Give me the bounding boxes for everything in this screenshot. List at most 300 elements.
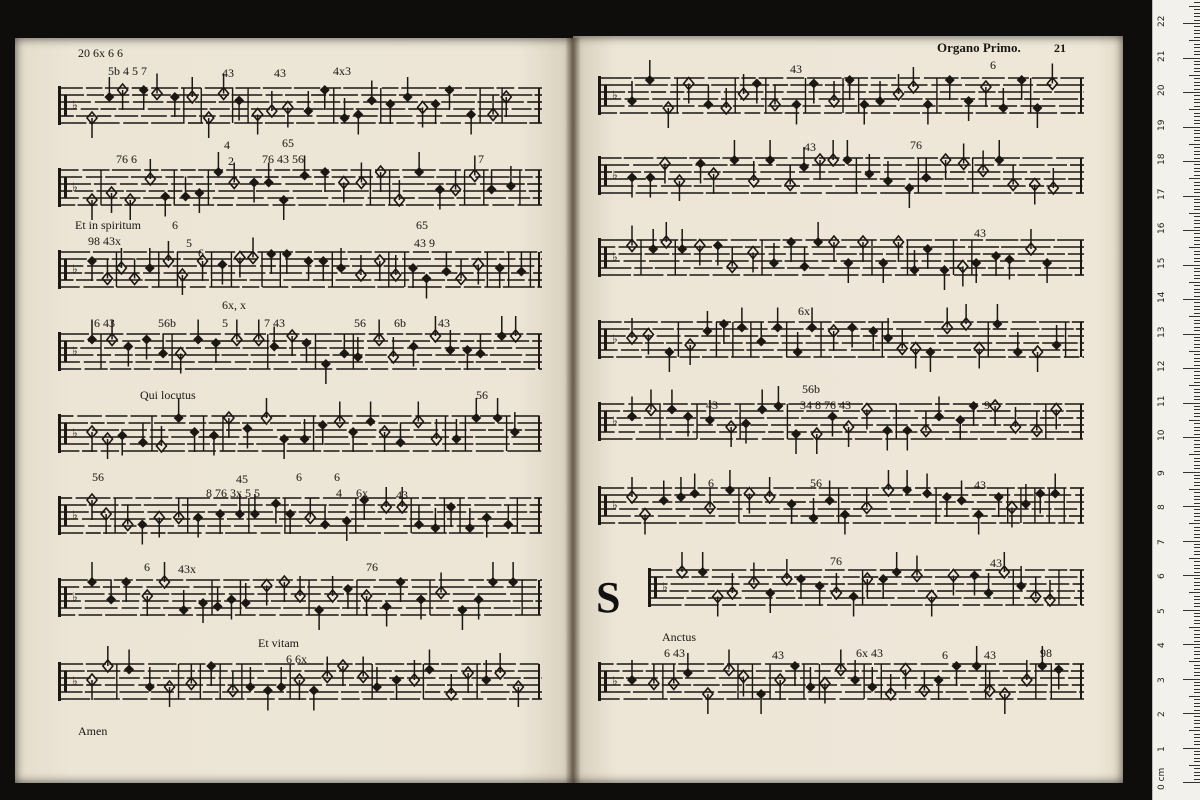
barline <box>1080 488 1082 523</box>
figure-label: 76 6 <box>116 152 137 166</box>
ruler-tick <box>1183 541 1200 542</box>
flat-icon: ♭ <box>72 262 78 276</box>
ruler-tick <box>1194 337 1200 338</box>
ruler-tick <box>1194 82 1200 83</box>
ruler-tick <box>1194 171 1200 172</box>
ruler-tick <box>1194 71 1200 72</box>
barline <box>1080 240 1082 275</box>
ruler-tick <box>1194 164 1200 165</box>
ruler-tick <box>1194 313 1200 314</box>
lyric-qui-locutus: Qui locutus <box>140 388 196 402</box>
clef-mark <box>604 85 607 106</box>
clef-mark <box>598 156 601 195</box>
ruler-tick <box>1189 765 1200 766</box>
barline <box>538 88 540 123</box>
ruler-tick <box>1194 530 1200 531</box>
figure-label: 56b <box>158 316 176 330</box>
flat-icon: ♭ <box>612 498 618 512</box>
ruler-tick <box>1194 685 1200 686</box>
ruler-tick <box>1194 116 1200 117</box>
figure-label: 76 <box>830 554 842 568</box>
barline <box>538 170 540 205</box>
ruler-tick <box>1194 761 1200 762</box>
clef-mark <box>58 250 61 289</box>
lyric-amen: Amen <box>78 724 108 738</box>
ruler-tick <box>1194 551 1200 552</box>
figure-label: 65 <box>282 136 294 150</box>
barline <box>538 416 540 451</box>
ruler-tick <box>1194 689 1200 690</box>
ruler-tick <box>1183 368 1200 369</box>
ruler-tick <box>1194 703 1200 704</box>
ruler-unit: 0 cm <box>1157 767 1167 790</box>
barline <box>538 664 540 699</box>
figure-label: 43 <box>974 226 986 240</box>
clef-mark <box>598 238 601 277</box>
clef-mark <box>598 320 601 359</box>
ruler-tick <box>1194 244 1200 245</box>
clef-mark <box>64 505 67 526</box>
ruler-tick <box>1194 544 1200 545</box>
ruler-tick <box>1194 392 1200 393</box>
figure-label: 2 <box>228 154 234 168</box>
figure-label: 7 43 <box>264 316 285 330</box>
ruler-number: 19 <box>1157 119 1167 131</box>
ruler-tick <box>1194 2 1200 3</box>
ruler-number: 22 <box>1157 15 1167 27</box>
ruler-tick <box>1194 20 1200 21</box>
flat-icon: ♭ <box>72 590 78 604</box>
flat-icon: ♭ <box>72 344 78 358</box>
ruler-tick <box>1194 68 1200 69</box>
ruler-tick <box>1194 140 1200 141</box>
ruler-number: 5 <box>1157 607 1167 614</box>
ruler-tick <box>1194 492 1200 493</box>
ruler-tick <box>1194 772 1200 773</box>
flat-icon: ♭ <box>662 580 668 594</box>
flat-icon: ♭ <box>612 674 618 688</box>
ruler-tick <box>1194 47 1200 48</box>
ruler-tick <box>1194 268 1200 269</box>
figure-label: 6x <box>798 304 810 318</box>
ruler-tick <box>1194 30 1200 31</box>
ruler-tick <box>1194 285 1200 286</box>
ruler-tick <box>1194 503 1200 504</box>
ruler-tick <box>1194 637 1200 638</box>
ruler-tick <box>1194 51 1200 52</box>
ruler-tick <box>1194 89 1200 90</box>
page-number: 21 <box>1054 41 1066 55</box>
ruler-tick <box>1194 665 1200 666</box>
barline <box>1080 664 1082 699</box>
ruler-tick <box>1194 137 1200 138</box>
ruler-tick <box>1194 482 1200 483</box>
ruler-tick <box>1194 64 1200 65</box>
ruler-number: 10 <box>1157 429 1167 441</box>
flat-icon: ♭ <box>612 332 618 346</box>
ruler-tick <box>1183 196 1200 197</box>
clef-mark <box>598 402 601 441</box>
ruler-tick <box>1194 261 1200 262</box>
ruler-tick <box>1194 302 1200 303</box>
ruler-number: 15 <box>1157 257 1167 269</box>
figure-label: 6 <box>942 648 948 662</box>
ruler-tick <box>1194 513 1200 514</box>
figure-label: 6 43 <box>664 646 685 660</box>
page-header-title: Organo Primo. <box>937 40 1021 55</box>
ruler-tick <box>1194 354 1200 355</box>
clef-mark <box>604 165 607 186</box>
ruler-number: 20 <box>1157 84 1167 96</box>
ruler-tick <box>1194 296 1200 297</box>
ruler-number: 9 <box>1157 469 1167 476</box>
ruler-tick <box>1194 423 1200 424</box>
ruler-tick <box>1194 451 1200 452</box>
drop-capital: S <box>596 573 621 622</box>
ruler-tick <box>1194 406 1200 407</box>
ruler-tick <box>1194 534 1200 535</box>
ruler-tick <box>1194 206 1200 207</box>
ruler-tick <box>1194 216 1200 217</box>
ruler-tick <box>1194 320 1200 321</box>
ruler-tick <box>1194 578 1200 579</box>
ruler-tick <box>1194 427 1200 428</box>
ruler-number: 8 <box>1157 504 1167 510</box>
figure-label: 56 <box>92 470 104 484</box>
ruler-tick <box>1194 209 1200 210</box>
figure-label: 4 <box>336 486 342 500</box>
figure-label: 6b <box>394 316 406 330</box>
ruler-tick <box>1194 106 1200 107</box>
ruler-tick <box>1194 599 1200 600</box>
clef-mark <box>58 662 61 701</box>
ruler-tick <box>1194 399 1200 400</box>
ruler-number: 21 <box>1157 50 1167 62</box>
clef-mark <box>58 332 61 371</box>
flat-icon: ♭ <box>72 508 78 522</box>
barline <box>1080 570 1082 605</box>
ruler-tick <box>1194 389 1200 390</box>
ruler-tick <box>1194 668 1200 669</box>
figure-label: 4x3 <box>333 64 351 78</box>
ruler-tick <box>1194 682 1200 683</box>
ruler-tick <box>1194 630 1200 631</box>
ruler-tick <box>1194 330 1200 331</box>
ruler-tick <box>1194 158 1200 159</box>
figure-label: 43 <box>274 66 286 80</box>
ruler-tick <box>1189 385 1200 386</box>
figure-label: 6x <box>356 486 368 500</box>
ruler-tick <box>1194 499 1200 500</box>
ruler-tick <box>1194 33 1200 34</box>
flat-icon: ♭ <box>72 180 78 194</box>
figure-label: 6 <box>990 58 996 72</box>
ruler-tick <box>1194 647 1200 648</box>
clef-mark <box>64 259 67 280</box>
ruler-tick <box>1183 679 1200 680</box>
ruler-tick <box>1194 744 1200 745</box>
figure-label: 43 <box>772 648 784 662</box>
ruler-tick <box>1194 306 1200 307</box>
ruler-number: 17 <box>1157 188 1167 200</box>
ruler-tick <box>1189 696 1200 697</box>
clef-mark <box>604 411 607 432</box>
ruler-tick <box>1189 523 1200 524</box>
ruler-tick <box>1183 506 1200 507</box>
ruler-tick <box>1194 99 1200 100</box>
clef-mark <box>64 671 67 692</box>
clef-mark <box>604 495 607 516</box>
ruler-tick <box>1194 9 1200 10</box>
ruler-tick <box>1194 278 1200 279</box>
figure-label: 5 <box>222 316 228 330</box>
clef-mark <box>58 86 61 125</box>
figure-label: 6x 43 <box>856 646 883 660</box>
ruler-tick <box>1194 675 1200 676</box>
ruler-tick <box>1194 537 1200 538</box>
ruler-number: 4 <box>1157 642 1167 648</box>
ruler-tick <box>1194 175 1200 176</box>
figure-label: 45 <box>236 472 248 486</box>
ruler-tick <box>1194 461 1200 462</box>
ruler-tick <box>1194 365 1200 366</box>
figure-label: 6 <box>296 470 302 484</box>
ruler-tick <box>1183 230 1200 231</box>
flat-icon: ♭ <box>612 168 618 182</box>
ruler-tick <box>1194 616 1200 617</box>
ruler-tick <box>1194 254 1200 255</box>
ruler-tick <box>1194 323 1200 324</box>
ruler-tick <box>1194 382 1200 383</box>
ruler-tick <box>1194 565 1200 566</box>
ruler-tick <box>1194 309 1200 310</box>
barline <box>1080 78 1082 113</box>
ruler-number: 14 <box>1157 291 1167 303</box>
barline <box>1080 404 1082 439</box>
clef-mark <box>64 95 67 116</box>
clef-mark <box>604 671 607 692</box>
ruler-tick <box>1189 420 1200 421</box>
flat-icon: ♭ <box>72 674 78 688</box>
flat-icon: ♭ <box>612 250 618 264</box>
lyric-et-vitam: Et vitam <box>258 636 299 650</box>
ruler-tick <box>1189 109 1200 110</box>
ruler-tick <box>1194 758 1200 759</box>
ruler-tick <box>1194 185 1200 186</box>
figure-label: 5 <box>186 236 192 250</box>
ruler-tick <box>1194 202 1200 203</box>
figure-label: 7 <box>478 152 484 166</box>
ruler-tick <box>1194 458 1200 459</box>
ruler-number: 2 <box>1157 711 1167 717</box>
ruler-tick <box>1183 782 1200 783</box>
ruler-tick <box>1194 468 1200 469</box>
ruler-tick <box>1194 720 1200 721</box>
ruler-tick <box>1194 123 1200 124</box>
ruler-tick <box>1183 644 1200 645</box>
ruler-tick <box>1194 361 1200 362</box>
figure-label: 9 <box>984 398 990 412</box>
ruler-tick <box>1194 271 1200 272</box>
ruler-tick <box>1189 489 1200 490</box>
figure-label: 43 <box>990 556 1002 570</box>
barline <box>1080 322 1082 357</box>
ruler-tick <box>1194 620 1200 621</box>
ruler-tick <box>1189 75 1200 76</box>
barline <box>538 498 540 533</box>
ruler-tick <box>1194 768 1200 769</box>
ruler-tick <box>1194 434 1200 435</box>
clef-mark <box>64 423 67 444</box>
ruler-tick <box>1189 661 1200 662</box>
figure-label: 98 <box>1040 646 1052 660</box>
ruler-tick <box>1194 754 1200 755</box>
ruler-tick <box>1189 730 1200 731</box>
flat-icon: ♭ <box>72 426 78 440</box>
clef-mark <box>58 496 61 535</box>
figure-label: 6 43 <box>94 316 115 330</box>
ruler-tick <box>1194 371 1200 372</box>
ruler-tick <box>1194 596 1200 597</box>
ruler-tick <box>1194 606 1200 607</box>
ruler-tick <box>1194 641 1200 642</box>
ruler-number: 12 <box>1157 360 1167 372</box>
ruler-tick <box>1194 613 1200 614</box>
ruler-tick <box>1194 692 1200 693</box>
ruler-tick <box>1183 713 1200 714</box>
figure-label: 43 <box>222 66 234 80</box>
ruler-tick <box>1194 347 1200 348</box>
ruler-tick <box>1194 654 1200 655</box>
ruler-tick <box>1194 634 1200 635</box>
ruler-tick <box>1194 658 1200 659</box>
ruler-tick <box>1183 334 1200 335</box>
ruler-tick <box>1183 127 1200 128</box>
ruler-tick <box>1194 582 1200 583</box>
figure-label: 43 <box>804 140 816 154</box>
ruler-tick <box>1194 496 1200 497</box>
ruler-tick <box>1194 327 1200 328</box>
ruler-tick <box>1194 37 1200 38</box>
ruler-tick <box>1194 26 1200 27</box>
ruler-tick <box>1194 233 1200 234</box>
ruler-tick <box>1194 603 1200 604</box>
figure-label: 43 <box>984 648 996 662</box>
ruler-tick <box>1194 344 1200 345</box>
ruler-tick <box>1194 130 1200 131</box>
ruler-tick <box>1194 237 1200 238</box>
ruler-tick <box>1194 447 1200 448</box>
ruler-tick <box>1183 575 1200 576</box>
ruler-tick <box>1194 699 1200 700</box>
ruler-number: 16 <box>1157 222 1167 234</box>
ruler-tick <box>1189 627 1200 628</box>
barline <box>538 580 540 615</box>
ruler-tick <box>1194 554 1200 555</box>
ruler-tick <box>1183 58 1200 59</box>
clef-mark <box>598 76 601 115</box>
ruler-tick <box>1194 102 1200 103</box>
ruler-tick <box>1189 213 1200 214</box>
ruler-tick <box>1194 227 1200 228</box>
ruler-tick <box>1189 282 1200 283</box>
ruler-tick <box>1194 85 1200 86</box>
figure-label: 6 <box>172 218 178 232</box>
ruler-tick <box>1194 147 1200 148</box>
figure-label: 6x, x <box>222 298 246 312</box>
figure-label: 76 <box>910 138 922 152</box>
ruler-tick <box>1183 265 1200 266</box>
ruler-number: 13 <box>1157 326 1167 338</box>
ruler-tick <box>1194 561 1200 562</box>
ruler-tick <box>1194 710 1200 711</box>
figure-label: 20 6x 6 6 <box>78 46 123 60</box>
flat-icon: ♭ <box>612 88 618 102</box>
ruler-number: 7 <box>1157 538 1167 545</box>
clef-mark <box>604 329 607 350</box>
ruler-tick <box>1183 437 1200 438</box>
ruler-tick <box>1189 592 1200 593</box>
figure-label: 5b 4 5 7 <box>108 64 147 78</box>
measurement-ruler <box>1152 0 1200 800</box>
figure-label: 43 <box>706 398 718 412</box>
ruler-number: 3 <box>1157 676 1167 683</box>
ruler-tick <box>1194 572 1200 573</box>
figure-label: 98 43x <box>88 234 121 248</box>
ruler-tick <box>1194 133 1200 134</box>
ruler-tick <box>1189 247 1200 248</box>
ruler-tick <box>1194 258 1200 259</box>
ruler-tick <box>1194 378 1200 379</box>
ruler-tick <box>1194 151 1200 152</box>
ruler-tick <box>1194 623 1200 624</box>
ruler-tick <box>1194 120 1200 121</box>
ruler-tick <box>1189 40 1200 41</box>
ruler-tick <box>1194 527 1200 528</box>
figure-label: 56 <box>476 388 488 402</box>
lyric-et-in-spiritum: Et in spiritum <box>75 218 141 232</box>
ruler-tick <box>1194 585 1200 586</box>
clef-mark <box>64 587 67 608</box>
ruler-tick <box>1194 275 1200 276</box>
figure-label: 6 <box>144 560 150 574</box>
ruler-tick <box>1194 61 1200 62</box>
figure-label: 34 8 76 43 <box>800 398 851 412</box>
ruler-number: 1 <box>1157 745 1167 752</box>
clef-mark <box>64 341 67 362</box>
ruler-tick <box>1183 748 1200 749</box>
ruler-tick <box>1194 192 1200 193</box>
clef-mark <box>58 578 61 617</box>
clef-mark <box>598 486 601 525</box>
figure-label: 6 <box>198 246 204 260</box>
figure-label: 8 76 3x 5 5 <box>206 486 260 500</box>
ruler-tick <box>1194 723 1200 724</box>
ruler-tick <box>1183 472 1200 473</box>
ruler-tick <box>1194 168 1200 169</box>
ruler-tick <box>1194 292 1200 293</box>
ruler-tick <box>1194 737 1200 738</box>
ruler-tick <box>1194 651 1200 652</box>
figure-label: 56 <box>354 316 366 330</box>
figure-label: 6 <box>334 470 340 484</box>
barline <box>1080 158 1082 193</box>
ruler-tick <box>1183 610 1200 611</box>
ruler-tick <box>1183 403 1200 404</box>
figure-label: 43 <box>396 488 408 502</box>
ruler-tick <box>1194 358 1200 359</box>
ruler-tick <box>1194 199 1200 200</box>
